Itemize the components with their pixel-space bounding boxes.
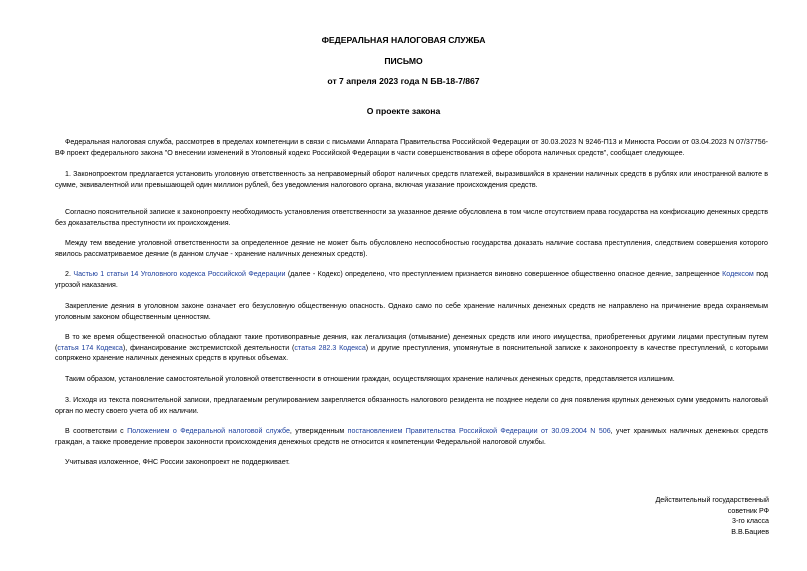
paragraph-2 [55, 269, 768, 290]
link-government-decree-506[interactable]: постановлением Правительства Российской Федерации от 30.09.2004 N 506 [347, 427, 611, 435]
paragraph-consolidation: Закрепление деяния в уголовном законе означает его безусловную общественную опасность. Однако само по себе хранение наличных денежных средств не направлено на причинение вреда охраняемым уголовным законом общественным ценностям. [55, 302, 768, 321]
paragraph-meanwhile: Между тем введение уголовной ответственности за определенное деяние не может быть обусловлено неспособностью государства доказать наличие состава преступления, следствием совершения которого явилось рассматриваемое деяние (в данном случае - хранение наличных денежных средств). [55, 239, 768, 258]
signature-title-line2: советник РФ [727, 506, 769, 515]
document-type: ПИСЬМО [384, 56, 423, 66]
paragraph-public-danger [55, 332, 768, 364]
signature-rank: 3-го класса [732, 517, 769, 526]
link-fns-regulation[interactable]: Положением о Федеральной налоговой службе [127, 427, 290, 435]
paragraph-public-danger-part2: ), финансирование экстремистской деятельности ( [122, 343, 295, 352]
paragraph-conclusion-1: Таким образом, установление самостоятельной уголовной ответственности в отношении граждан, осуществляющих хранение наличных денежных средств, представляется излишним. [65, 375, 675, 383]
link-article-282-3[interactable]: статья 282.3 Кодекса [294, 343, 366, 352]
paragraph-2-middle: (далее - Кодекс) определено, что преступлением признается виновно совершенное общественно опасное деяние, запрещенное [285, 270, 723, 278]
paragraph-3: 3. Исходя из текста пояснительной записки, предлагаемым регулированием закрепляется обязанность налогового резидента не позднее недели со дня появления крупных денежных сумм уведомить налоговый орган по месту своего учета об их наличии. [55, 396, 768, 415]
paragraph-regulation [55, 426, 768, 447]
paragraph-1: 1. Законопроектом предлагается установить уголовную ответственность за неправомерный оборот наличных средств платежей, выразившийся в хранении наличных средств в рублях или иностранной валюте в сумме, эквивалентной или превышающей один миллион рублей, без уведомления налогового органа, включая указание происхождения средств. [55, 170, 768, 189]
paragraph-public-danger-part3: ) и другие преступления, упомянутые в пояснительной записке к законопроекту в качестве преступлений, с которыми сопряжено хранение наличных денежных средств в крупных объемах. [55, 343, 768, 363]
document-date-number: от 7 апреля 2023 года N БВ-18-7/867 [327, 76, 480, 86]
link-code[interactable]: Кодексом [722, 270, 754, 278]
paragraph-intro: Федеральная налоговая служба, рассмотрев в пределах компетенции в связи с письмами Аппарата Правительства Российской Федерации от 30.03.2023 N 9246-П13 и Минюста России от 03.04.2023 N 07/37756-ВФ проект федерального закона "О внесении изменений в Уголовный кодекс Российской Федерации в части совершенствования в сфере оборота наличных средств", сообщает следующее. [55, 138, 768, 157]
paragraph-2-suffix: под угрозой наказания. [55, 270, 768, 289]
agency-title: ФЕДЕРАЛЬНАЯ НАЛОГОВАЯ СЛУЖБА [321, 35, 486, 45]
paragraph-regulation-middle: , утвержденным [289, 427, 348, 435]
signature-block [656, 495, 770, 537]
paragraph-final: Учитывая изложенное, ФНС России законопроект не поддерживает. [65, 458, 290, 466]
signature-name: В.В.Бациев [731, 527, 769, 536]
paragraph-public-danger-part1: В то же время общественной опасностью обладают такие противоправные деяния, как легализация (отмывание) денежных средств или иного имущества, приобретенных другими лицами преступным путем ( [55, 333, 768, 352]
paragraph-regulation-suffix: , учет хранимых наличных денежных средств граждан, а также проведение проверок законности происхождения денежных средств не относится к компетенции Федеральной налоговой службы. [55, 427, 769, 446]
paragraph-2-prefix: 2. [65, 270, 74, 278]
link-article-174[interactable]: статья 174 Кодекса [57, 343, 123, 352]
signature-title-line1: Действительный государственный [655, 496, 769, 504]
link-article-14[interactable]: Частью 1 статьи 14 Уголовного кодекса Российской Федерации [73, 270, 286, 278]
paragraph-regulation-prefix: В соответствии с [65, 427, 128, 435]
paragraph-explanatory-note: Согласно пояснительной записке к законопроекту необходимость установления ответственности за указанное деяние обусловлена в том числе отсутствием права государства на конфискацию денежных средств без доказательства преступности их происхождения. [55, 208, 768, 227]
document-subject: О проекте закона [366, 106, 441, 116]
